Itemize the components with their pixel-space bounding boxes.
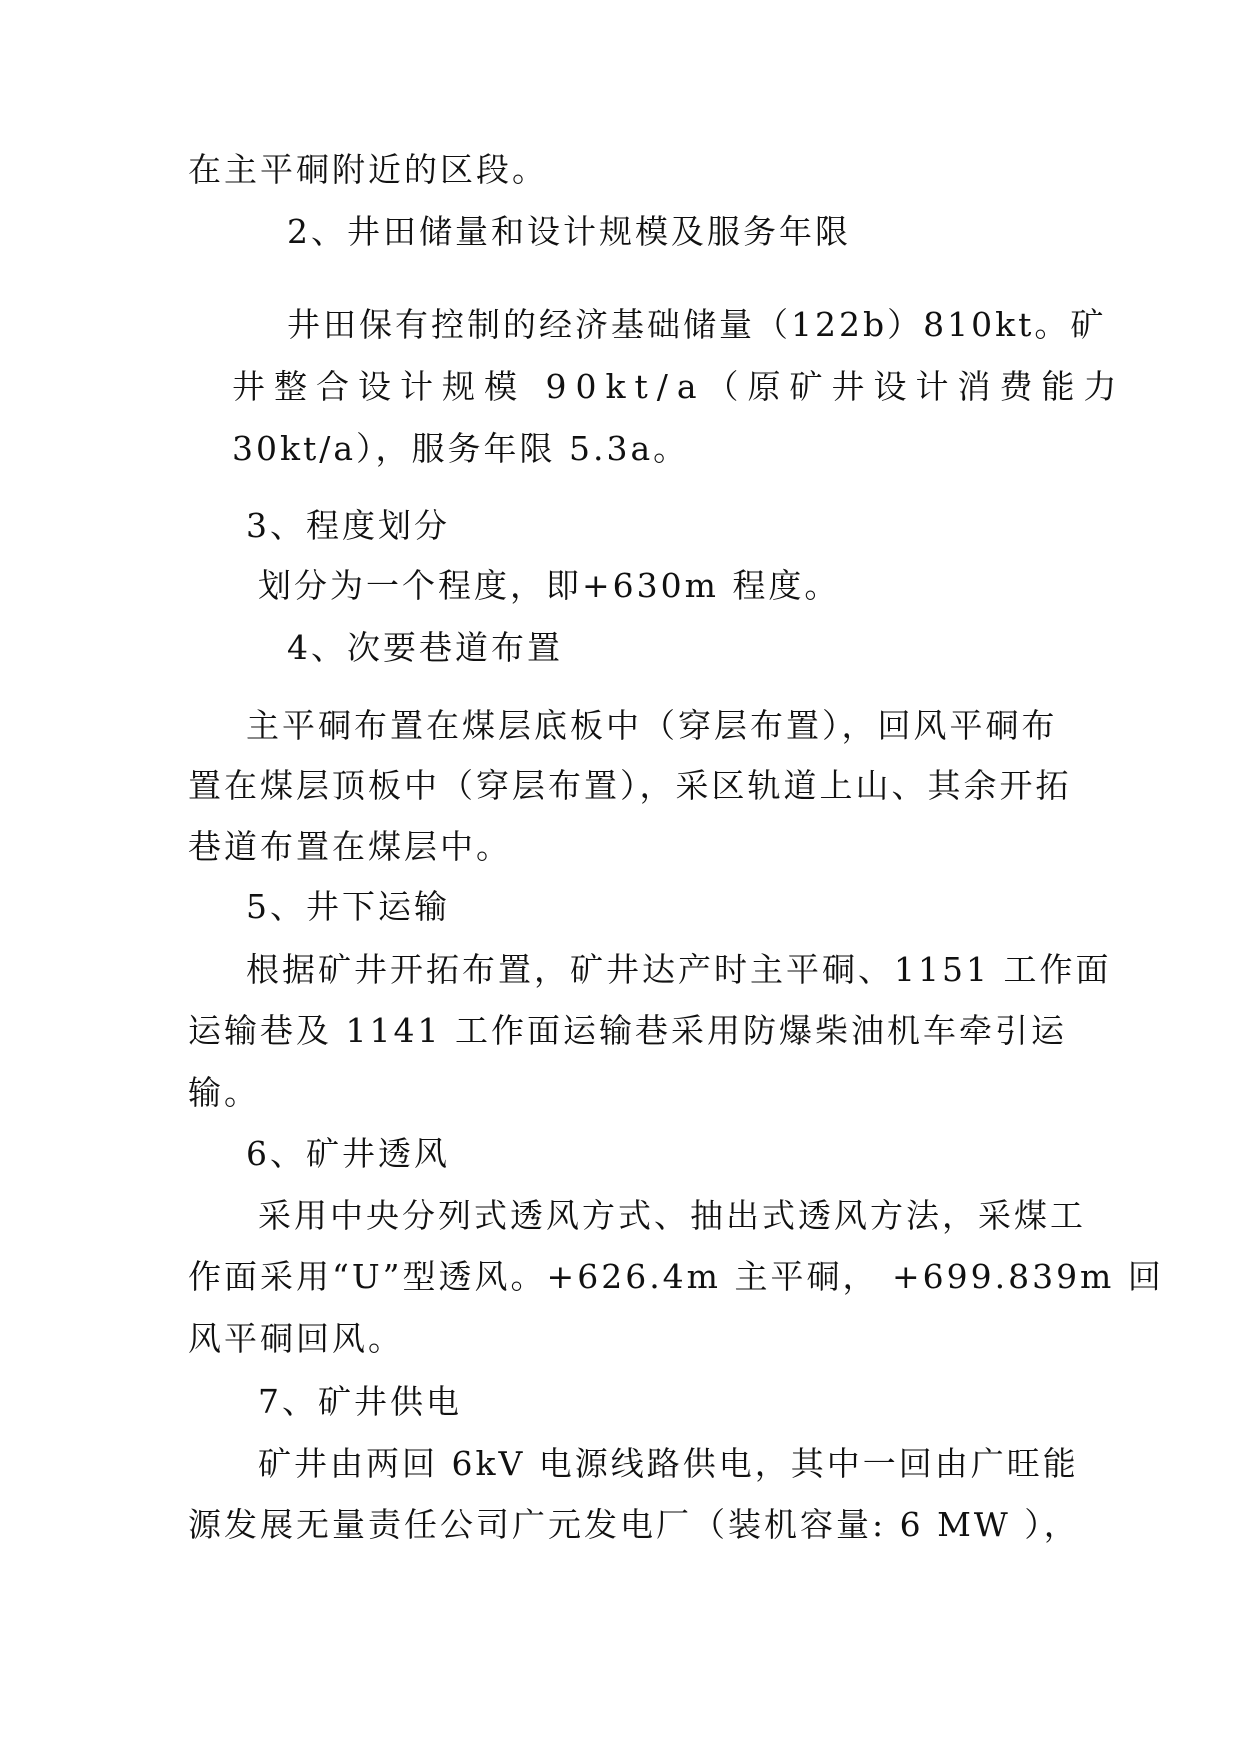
paragraph-line: 输。 (188, 1073, 260, 1112)
paragraph-line: 风平硐回风。 (188, 1319, 404, 1358)
paragraph-line: 30kt/a），服务年限 5.3a。 (232, 429, 690, 468)
paragraph-line: 划分为一个程度，即+630m 程度。 (258, 566, 841, 605)
section-heading: 2、井田储量和设计规模及服务年限 (287, 212, 851, 251)
paragraph-line: 井整合设计规模 90kt/a（原矿井设计消费能力 (232, 367, 1126, 406)
paragraph-line: 在主平硐附近的区段。 (188, 150, 548, 189)
paragraph-line: 源发展无量责任公司广元发电厂（装机容量: 6 MW ）， (188, 1505, 1080, 1544)
section-heading: 4、次要巷道布置 (287, 628, 563, 667)
paragraph-line: 井田保有控制的经济基础储量（122b）810kt。矿 (287, 305, 1107, 344)
paragraph-line: 运输巷及 1141 工作面运输巷采用防爆柴油机车牵引运 (188, 1011, 1067, 1050)
section-heading: 6、矿井透风 (246, 1134, 450, 1173)
paragraph-line: 主平硐布置在煤层底板中（穿层布置），回风平硐布 (246, 706, 1058, 745)
paragraph-line: 矿井由两回 6kV 电源线路供电，其中一回由广旺能 (258, 1444, 1079, 1483)
paragraph-line: 巷道布置在煤层中。 (188, 827, 512, 866)
section-heading: 5、井下运输 (246, 887, 450, 926)
section-heading: 3、程度划分 (246, 506, 450, 545)
paragraph-line: 置在煤层顶板中（穿层布置），采区轨道上山、其余开拓 (188, 766, 1072, 805)
paragraph-line: 根据矿井开拓布置，矿井达产时主平硐、1151 工作面 (246, 950, 1112, 989)
paragraph-line: 采用中央分列式透风方式、抽出式透风方法，采煤工 (258, 1196, 1086, 1235)
paragraph-line: 作面采用“U”型透风。+626.4m 主平硐， +699.839m 回 (188, 1257, 1164, 1296)
section-heading: 7、矿井供电 (258, 1382, 462, 1421)
